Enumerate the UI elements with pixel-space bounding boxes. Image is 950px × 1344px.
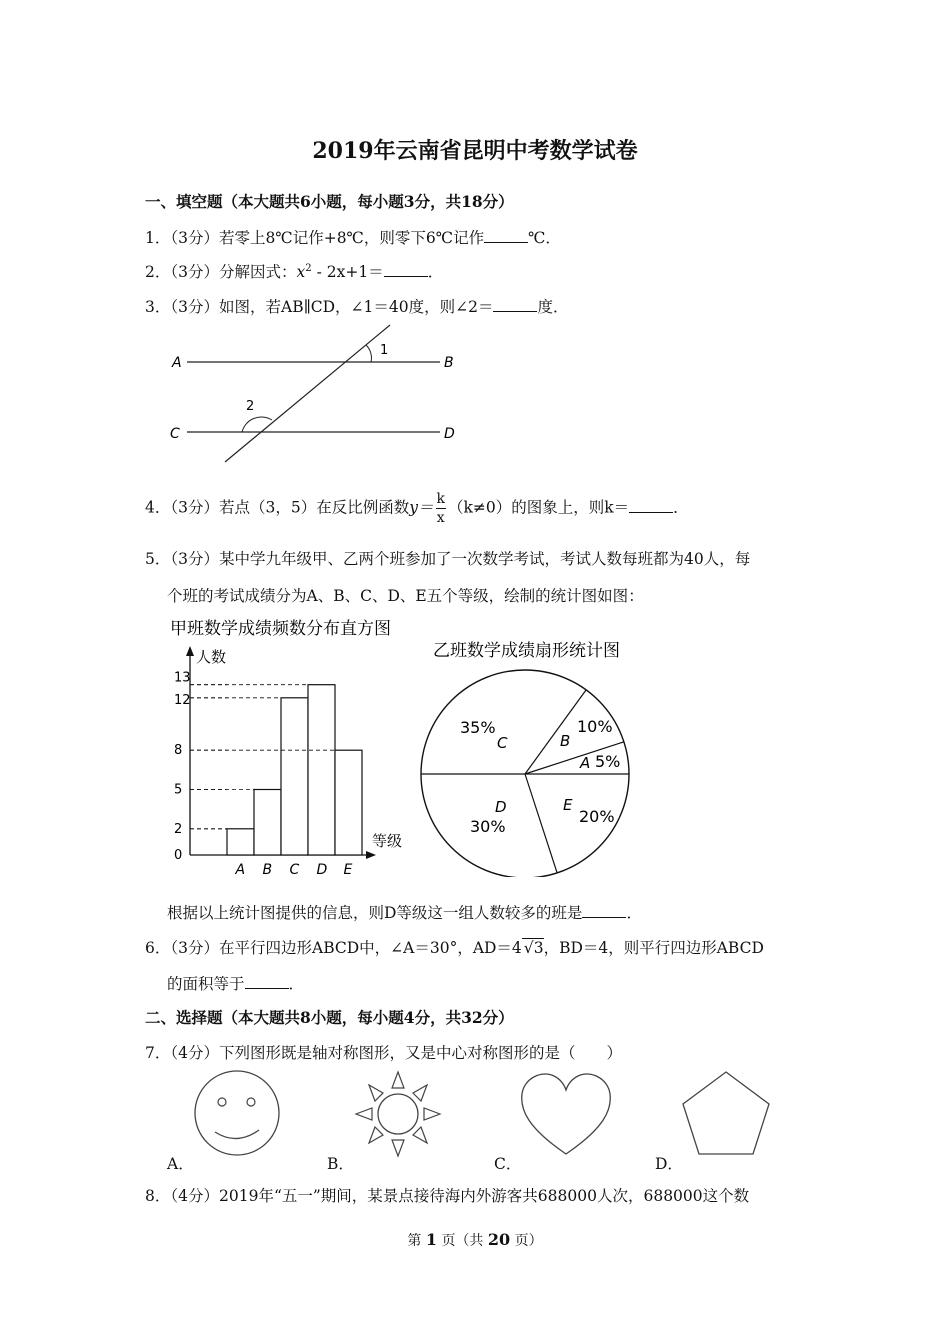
angle-2-arc [242, 417, 272, 432]
q6-sqrt: √3 [523, 939, 544, 957]
slice-percent: 10% [577, 717, 613, 736]
bar [335, 750, 362, 855]
q2-expr: - 2x+1＝ [311, 263, 384, 281]
q4-blank [629, 498, 673, 513]
label-a: A [172, 355, 182, 371]
y-tick-label: 8 [174, 743, 183, 759]
sun-icon [350, 1068, 450, 1163]
q1-blank [484, 228, 528, 243]
q6-question: 的面积等于 [167, 975, 245, 993]
pie-chart [415, 632, 640, 877]
angle-1-arc [366, 345, 371, 362]
histogram-chart [160, 612, 420, 882]
x-tick-label: A [235, 862, 246, 878]
q6-text-b: ，BD＝4，则平行四边形ABCD [543, 939, 764, 957]
q4-text: 若点（3，5）在反比例函数 [219, 498, 410, 517]
q2-blank [384, 262, 428, 277]
footer-prefix: 第 [407, 1233, 422, 1249]
q3-tail: 度． [537, 298, 569, 316]
pie-title: 乙班数学成绩扇形统计图 [433, 641, 620, 661]
pentagon-icon [678, 1068, 778, 1160]
slice-label: B [560, 732, 571, 750]
q3-score: （3分） [170, 298, 219, 316]
option-d: D． [655, 1155, 683, 1173]
question-5 [145, 547, 750, 569]
q3-text: 如图，若AB∥CD，∠1＝40度，则∠2＝ [219, 298, 494, 316]
slice-percent: 5% [595, 752, 621, 771]
q5-number: 5． [145, 550, 171, 568]
histogram-ylabel: 人数 [196, 648, 227, 666]
histogram-xlabel: 等级 [372, 832, 403, 850]
bar [281, 698, 308, 855]
q7-number: 7． [145, 1044, 171, 1062]
q5-blank [582, 903, 626, 918]
q5-line-1: 某中学九年级甲、乙两个班参加了一次数学考试，考试人数每班都为40人，每 [219, 550, 751, 568]
slice-label: E [563, 796, 573, 814]
q8-number: 8． [145, 1187, 171, 1205]
option-b: B． [327, 1155, 354, 1173]
q4-denominator: x [436, 510, 445, 526]
parallel-lines-figure [160, 320, 480, 470]
question-1 [145, 226, 561, 248]
q5-tail: ． [626, 904, 642, 922]
section-heading-fill: 一、填空题（本大题共6小题，每小题3分，共18分） [145, 192, 514, 211]
x-axis-arrow-icon [366, 851, 376, 859]
q2-exponent: 2 [305, 262, 312, 274]
slice-label: C [497, 734, 508, 752]
q5-question: 根据以上统计图提供的信息，则D等级这一组人数较多的班是 [167, 904, 583, 922]
y-tick-label: 13 [174, 670, 191, 686]
page-title: 2019年云南省昆明中考数学试卷 [312, 138, 638, 164]
slice-label: D [495, 798, 507, 816]
question-6 [145, 936, 764, 958]
q6-sqrt-value: 3 [533, 939, 544, 957]
q2-tail: ． [427, 263, 444, 281]
histogram-title: 甲班数学成绩频数分布直方图 [170, 619, 391, 639]
angle-1-label: 1 [380, 343, 389, 358]
q4-tail: ． [673, 498, 689, 517]
x-tick-label: D [316, 862, 328, 878]
q2-number: 2． [145, 263, 171, 281]
transversal [225, 325, 390, 462]
option-a: A． [167, 1155, 194, 1173]
bar [227, 829, 254, 855]
x-tick-label: B [262, 862, 273, 878]
section-heading-choice: 二、选择题（本大题共8小题，每小题4分，共32分） [145, 1008, 514, 1027]
question-3 [145, 295, 568, 317]
q1-score: （3分） [170, 229, 219, 247]
slice-percent: 30% [470, 817, 506, 836]
y-tick-label: 2 [174, 821, 183, 837]
q7-score: （4分） [170, 1044, 219, 1062]
q3-blank [493, 297, 537, 312]
heart-icon [518, 1070, 618, 1160]
slice-percent: 20% [579, 807, 615, 826]
footer-page-number: 1 [425, 1230, 437, 1249]
q7-text: 下列图形既是轴对称图形，又是中心对称图形的是（ ） [219, 1044, 623, 1062]
question-4 [145, 492, 689, 525]
q4-numerator: k [436, 491, 445, 507]
option-c: C． [494, 1155, 522, 1173]
q4-fraction [436, 492, 446, 525]
q4-score: （3分） [170, 498, 219, 517]
label-c: C [170, 426, 180, 442]
y-axis-arrow-icon [186, 646, 194, 656]
question-2 [145, 260, 443, 282]
q2-var: x [296, 263, 306, 281]
x-tick-label: E [343, 862, 353, 878]
q2-text: 分解因式： [219, 263, 297, 281]
footer-mid: 页（共 [441, 1233, 484, 1249]
y-tick-label: 5 [174, 782, 183, 798]
slice-label: A [580, 754, 591, 772]
question-8 [145, 1184, 749, 1206]
bar [308, 685, 335, 855]
q3-number: 3． [145, 298, 171, 316]
label-b: B [444, 355, 454, 371]
y-tick-label: 0 [174, 848, 183, 863]
q5-line-2: 个班的考试成绩分为A、B、C、D、E五个等级，绘制的统计图如图： [167, 587, 644, 605]
q5-line-3 [167, 901, 642, 923]
label-d: D [444, 426, 455, 442]
bar [254, 790, 281, 856]
q6-number: 6． [145, 939, 171, 957]
q6-tail: ． [288, 975, 305, 993]
question-7 [145, 1041, 622, 1063]
q6-text: 在平行四边形ABCD中，∠A＝30°，AD＝4 [219, 939, 522, 957]
q8-score: （4分） [170, 1187, 219, 1205]
q4-y: y＝ [409, 498, 434, 517]
smiley-face-icon [185, 1070, 295, 1160]
footer-suffix: 页） [514, 1233, 543, 1249]
q4-number: 4． [145, 498, 171, 517]
q6-score: （3分） [170, 939, 219, 957]
page-footer [0, 1230, 950, 1250]
q5-score: （3分） [170, 550, 219, 568]
q2-score: （3分） [170, 263, 219, 281]
angle-2-label: 2 [246, 399, 255, 414]
q6-line-2 [167, 972, 304, 994]
q1-tail: ℃． [528, 229, 561, 247]
x-tick-label: C [289, 862, 300, 878]
q8-text: 2019年“五一”期间，某景点接待海内外游客共688000人次，688000这个数 [219, 1187, 750, 1205]
y-tick-label: 12 [174, 692, 191, 708]
q1-number: 1． [145, 229, 171, 247]
slice-percent: 35% [460, 718, 496, 737]
q4-text-b: （k≠0）的图象上，则k＝ [447, 498, 630, 517]
q6-blank [245, 974, 289, 989]
q1-text: 若零上8℃记作+8℃，则零下6℃记作 [219, 229, 485, 247]
footer-total-pages: 20 [487, 1230, 511, 1249]
